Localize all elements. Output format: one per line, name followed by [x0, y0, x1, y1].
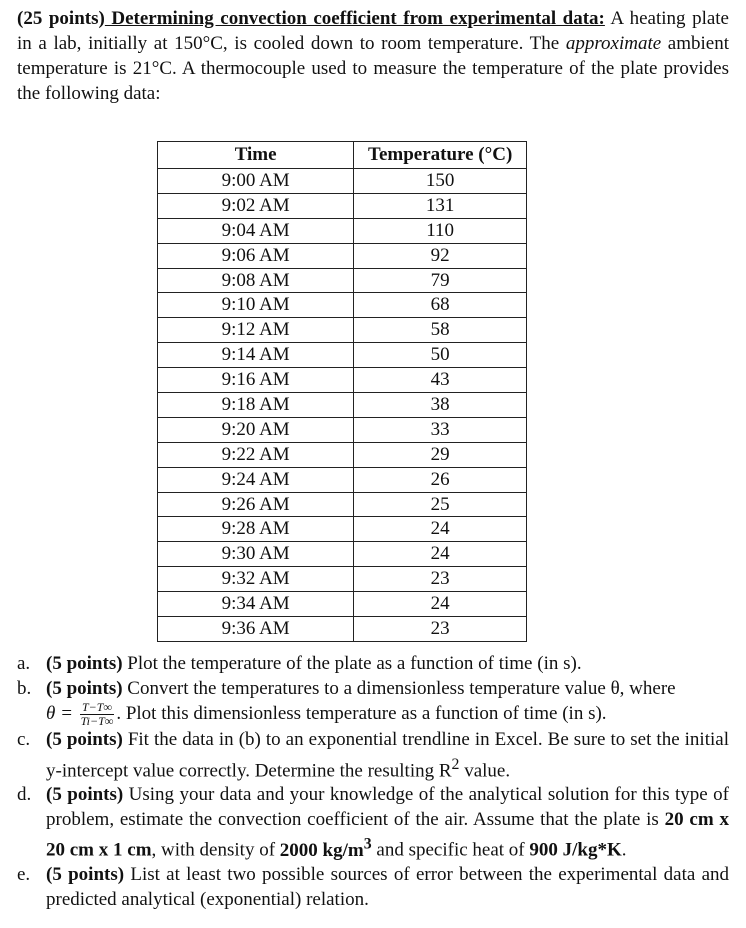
- table-row: [158, 169, 527, 194]
- temperature-cell: 23: [354, 567, 527, 592]
- density-value: 2000 kg/m: [279, 839, 364, 861]
- question-c: [17, 728, 729, 783]
- question-d-text-1: Using your data and your knowledge of the analytical solution for this type of problem, estimate the convection coefficient of the air. Assume that the plate is: [46, 784, 729, 830]
- question-e: [17, 863, 729, 912]
- time-cell: 9:12 AM: [158, 318, 354, 343]
- table-body: [158, 169, 527, 642]
- question-b-text-2: . Plot this dimensionless temperature as a function of time (in s).: [116, 702, 607, 724]
- problem-intro: [17, 6, 729, 106]
- table-row: [158, 542, 527, 567]
- question-a-text: Plot the temperature of the plate as a function of time (in s).: [122, 653, 582, 674]
- time-cell: 9:28 AM: [158, 517, 354, 542]
- temperature-cell: 23: [354, 617, 527, 642]
- table-row: [158, 417, 527, 442]
- time-cell: 9:32 AM: [158, 567, 354, 592]
- question-d-text-4: .: [621, 839, 627, 861]
- theta-numerator: T−T∞: [80, 701, 115, 715]
- temperature-cell: 26: [354, 467, 527, 492]
- plate-density: [279, 835, 372, 861]
- question-c-text-2: value.: [459, 759, 511, 781]
- question-c-superscript: 2: [451, 755, 460, 773]
- table-row: [158, 293, 527, 318]
- time-cell: 9:22 AM: [158, 442, 354, 467]
- intro-text-1: A heating plate in a lab, initially at 150°C, is cooled down to room temperature. The: [17, 8, 729, 54]
- temperature-cell: 29: [354, 442, 527, 467]
- temperature-cell: 68: [354, 293, 527, 318]
- table-row: [158, 617, 527, 642]
- problem-points: (25 points): [17, 8, 105, 29]
- time-cell: 9:34 AM: [158, 592, 354, 617]
- time-cell: 9:08 AM: [158, 268, 354, 293]
- time-cell: 9:02 AM: [158, 193, 354, 218]
- time-cell: 9:18 AM: [158, 393, 354, 418]
- plate-dimensions: 20 cm x 20 cm x 1 cm: [46, 808, 730, 861]
- plate-specific-heat: 900 J/kg*K: [529, 839, 622, 861]
- table-row: [158, 243, 527, 268]
- question-a-points: (5 points): [46, 653, 123, 674]
- table-header-row: [158, 142, 527, 169]
- time-cell: 9:14 AM: [158, 343, 354, 368]
- time-cell: 9:36 AM: [158, 617, 354, 642]
- temperature-cell: 38: [354, 393, 527, 418]
- theta-equation-lhs: θ =: [46, 702, 78, 724]
- question-c-points: (5 points): [46, 729, 123, 750]
- table-row: [158, 592, 527, 617]
- table-row: [158, 517, 527, 542]
- table-row: [158, 492, 527, 517]
- question-b: [17, 677, 729, 729]
- table-row: [158, 393, 527, 418]
- time-cell: 9:26 AM: [158, 492, 354, 517]
- temperature-cell: 131: [354, 193, 527, 218]
- question-d-points: (5 points): [46, 784, 124, 806]
- table-row: [158, 442, 527, 467]
- time-cell: 9:16 AM: [158, 368, 354, 393]
- temperature-cell: 43: [354, 368, 527, 393]
- table-row: [158, 218, 527, 243]
- question-e-points: (5 points): [46, 864, 125, 886]
- temperature-cell: 150: [354, 169, 527, 194]
- time-cell: 9:20 AM: [158, 417, 354, 442]
- temperature-cell: 24: [354, 542, 527, 567]
- time-cell: 9:00 AM: [158, 169, 354, 194]
- time-cell: 9:24 AM: [158, 467, 354, 492]
- temperature-cell: 25: [354, 492, 527, 517]
- question-a-marker: a.: [17, 653, 31, 674]
- question-e-text: List at least two possible sources of error between the experimental data and predicted analytical (exponential) relation.: [46, 864, 730, 910]
- intro-text-2: ambient temperature is 21°C. A thermocouple used to measure the temperature of the plate provides the following data:: [17, 33, 730, 104]
- table-row: [158, 193, 527, 218]
- intro-emphasis: approximate: [565, 33, 662, 54]
- temperature-cell: 58: [354, 318, 527, 343]
- temperature-cell: 92: [354, 243, 527, 268]
- header-temperature: Temperature (°C): [354, 142, 527, 169]
- temperature-cell: 79: [354, 268, 527, 293]
- question-d-text-2: , with density of: [151, 839, 280, 861]
- table-row: [158, 318, 527, 343]
- question-d: [17, 783, 729, 863]
- problem-title: Determining convection coefficient from experimental data:: [104, 8, 605, 29]
- temperature-cell: 24: [354, 592, 527, 617]
- question-e-marker: e.: [17, 864, 31, 886]
- temperature-cell: 110: [354, 218, 527, 243]
- temperature-data-table: [157, 141, 527, 642]
- table-row: [158, 368, 527, 393]
- theta-fraction: [80, 701, 115, 728]
- question-d-marker: d.: [17, 784, 32, 806]
- temperature-cell: 33: [354, 417, 527, 442]
- table-row: [158, 467, 527, 492]
- time-cell: 9:06 AM: [158, 243, 354, 268]
- table-row: [158, 343, 527, 368]
- question-a: [17, 652, 729, 677]
- question-b-text-1: Convert the temperatures to a dimensionless temperature value θ, where: [122, 677, 676, 699]
- question-c-text-1: Fit the data in (b) to an exponential trendline in Excel. Be sure to set the initial y-intercept value correctly. Determine the resulting R: [46, 729, 729, 781]
- header-time: Time: [158, 142, 354, 169]
- theta-denominator: Ti−T∞: [80, 714, 114, 728]
- temperature-cell: 50: [354, 343, 527, 368]
- table-row: [158, 268, 527, 293]
- time-cell: 9:10 AM: [158, 293, 354, 318]
- table-row: [158, 567, 527, 592]
- question-list: [17, 652, 729, 912]
- density-superscript: 3: [363, 835, 372, 853]
- question-b-marker: b.: [17, 677, 32, 699]
- time-cell: 9:30 AM: [158, 542, 354, 567]
- question-c-marker: c.: [17, 729, 31, 750]
- question-d-text-3: and specific heat of: [371, 839, 530, 861]
- time-cell: 9:04 AM: [158, 218, 354, 243]
- temperature-cell: 24: [354, 517, 527, 542]
- question-b-points: (5 points): [46, 677, 123, 699]
